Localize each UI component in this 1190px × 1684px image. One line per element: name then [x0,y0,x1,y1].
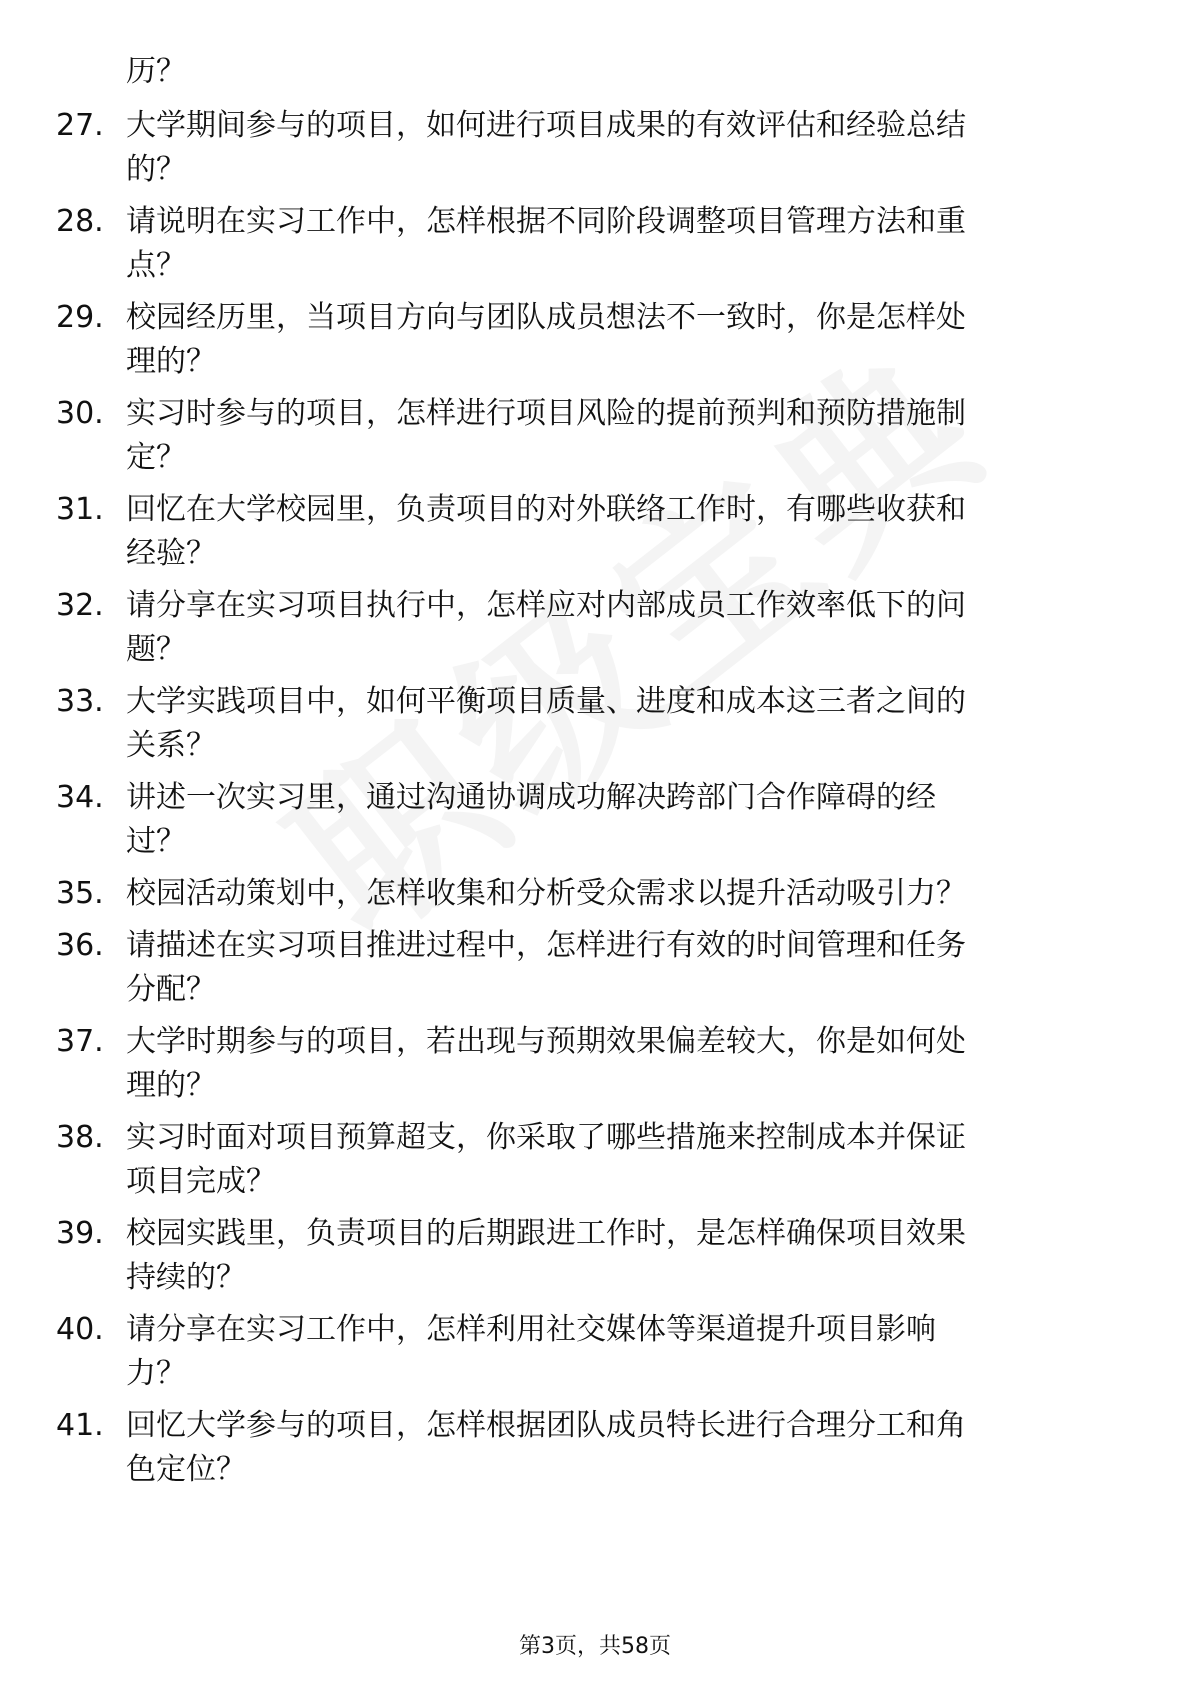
question-text: 讲述一次实习里，通过沟通协调成功解决跨部门合作障碍的经 过？ [126,780,936,859]
question-text: 请描述在实习项目推进过程中，怎样进行有效的时间管理和任务 分配？ [126,928,966,1007]
continuation-text: 历？ [126,54,186,89]
question-number: 36. [56,928,104,963]
question-text: 大学期间参与的项目，如何进行项目成果的有效评估和经验总结 的？ [126,108,966,187]
question-number: 38. [56,1120,104,1155]
question-number: 34. [56,780,104,815]
page-footer: 第3页，共58页 [519,1634,671,1659]
question-number: 28. [56,204,104,239]
question-text: 实习时参与的项目，怎样进行项目风险的提前预判和预防措施制 定？ [126,396,966,475]
question-number: 32. [56,588,104,623]
question-text: 大学实践项目中，如何平衡项目质量、进度和成本这三者之间的 关系？ [126,684,966,763]
question-text: 大学时期参与的项目，若出现与预期效果偏差较大，你是如何处 理的？ [126,1024,966,1103]
question-number: 37. [56,1024,104,1059]
question-number: 39. [56,1216,104,1251]
question-number: 29. [56,300,104,335]
question-number: 40. [56,1312,104,1347]
question-number: 41. [56,1408,104,1443]
question-number: 31. [56,492,104,527]
question-text: 校园活动策划中，怎样收集和分析受众需求以提升活动吸引力？ [126,876,966,911]
question-text: 回忆在大学校园里，负责项目的对外联络工作时，有哪些收获和 经验？ [126,492,966,571]
question-text: 请分享在实习工作中，怎样利用社交媒体等渠道提升项目影响 力？ [126,1312,936,1391]
question-number: 33. [56,684,104,719]
question-text: 请分享在实习项目执行中，怎样应对内部成员工作效率低下的问 题？ [126,588,966,667]
question-number: 35. [56,876,104,911]
question-text: 实习时面对项目预算超支，你采取了哪些措施来控制成本并保证 项目完成？ [126,1120,966,1199]
question-text: 校园经历里，当项目方向与团队成员想法不一致时，你是怎样处 理的？ [126,300,966,379]
question-number: 30. [56,396,104,431]
question-text: 请说明在实习工作中，怎样根据不同阶段调整项目管理方法和重 点？ [126,204,966,283]
question-number: 27. [56,108,104,143]
question-text: 回忆大学参与的项目，怎样根据团队成员特长进行合理分工和角 色定位？ [126,1408,966,1487]
question-text: 校园实践里，负责项目的后期跟进工作时，是怎样确保项目效果 持续的？ [126,1216,966,1295]
